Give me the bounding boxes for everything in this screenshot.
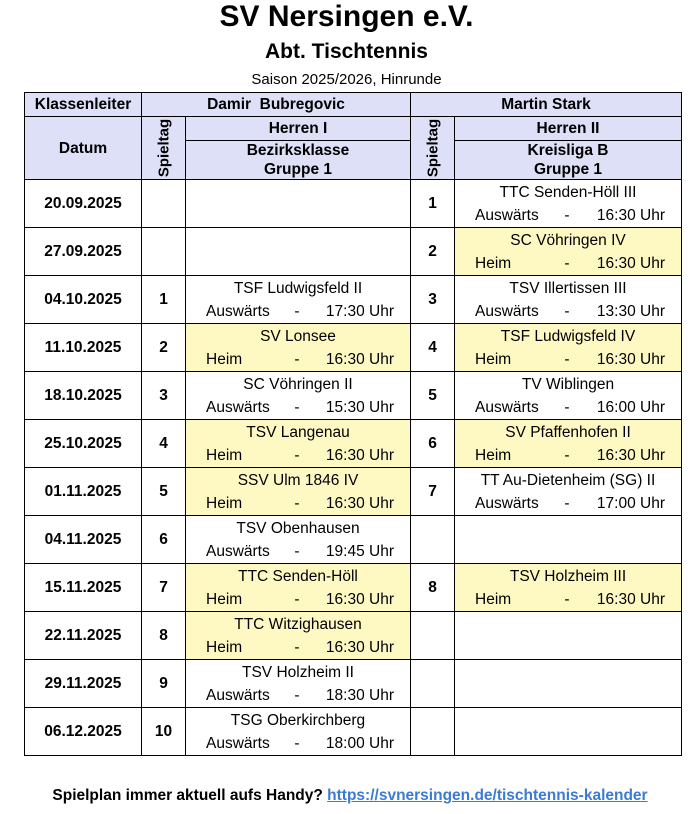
match-t2	[455, 564, 682, 612]
table-row	[25, 660, 682, 708]
opponent: TSV Obenhausen	[236, 519, 360, 537]
venue: Auswärts	[475, 494, 539, 512]
venue: Heim	[206, 590, 243, 608]
separator: -	[564, 206, 570, 224]
separator: -	[294, 590, 300, 608]
separator: -	[564, 398, 570, 416]
spieltag-t2: 3	[411, 276, 455, 324]
spieltag-t2: 6	[411, 420, 455, 468]
page-title: SV Nersingen e.V.	[219, 0, 474, 33]
match-t1	[186, 276, 411, 324]
match-time: 16:30 Uhr	[596, 590, 665, 608]
venue: Heim	[475, 590, 512, 608]
table-row	[25, 180, 682, 228]
separator: -	[564, 350, 570, 368]
spieltag-t2: 1	[411, 180, 455, 228]
match-t2	[455, 612, 682, 660]
venue: Heim	[206, 638, 243, 656]
match-t1	[186, 612, 411, 660]
separator: -	[294, 494, 300, 512]
match-date: 25.10.2025	[25, 420, 142, 468]
spieltag-t2: 8	[411, 564, 455, 612]
league-herren-2: Kreisliga B Gruppe 1	[455, 141, 682, 180]
match-t2	[455, 468, 682, 516]
opponent: SSV Ulm 1846 IV	[237, 471, 359, 489]
team-herren-1: Herren I	[186, 117, 411, 141]
match-date: 11.10.2025	[25, 324, 142, 372]
match-t1	[186, 420, 411, 468]
spieltag-t2: 5	[411, 372, 455, 420]
table-row	[25, 276, 682, 324]
venue: Auswärts	[206, 686, 270, 704]
spieltag-t1: 3	[142, 372, 186, 420]
opponent: SC Vöhringen IV	[510, 231, 626, 249]
datum-header: Datum	[25, 117, 142, 180]
table-row	[25, 516, 682, 564]
spieltag-t1: 2	[142, 324, 186, 372]
opponent: TTC Senden-Höll	[238, 567, 358, 585]
match-t2	[455, 372, 682, 420]
venue: Auswärts	[475, 302, 539, 320]
match-date: 29.11.2025	[25, 660, 142, 708]
opponent: TTC Senden-Höll III	[499, 183, 637, 201]
footer-text: Spielplan immer aktuell aufs Handy?	[52, 787, 323, 804]
opponent: TSG Oberkirchberg	[230, 711, 366, 729]
spieltag-t2	[411, 660, 455, 708]
team-herren-2: Herren II	[455, 117, 682, 141]
match-time: 16:30 Uhr	[325, 638, 394, 656]
opponent: TV Wiblingen	[521, 375, 615, 393]
venue: Auswärts	[206, 398, 270, 416]
leader-herren-2: Martin Stark	[411, 93, 682, 117]
spieltag-t1: 8	[142, 612, 186, 660]
separator: -	[564, 590, 570, 608]
match-time: 19:45 Uhr	[325, 542, 394, 560]
spieltag-t1	[142, 228, 186, 276]
match-t2	[455, 228, 682, 276]
match-time: 16:30 Uhr	[325, 350, 394, 368]
match-t1	[186, 516, 411, 564]
match-time: 15:30 Uhr	[325, 398, 394, 416]
season-label: Saison 2025/2026, Hinrunde	[251, 71, 442, 88]
separator: -	[294, 542, 300, 560]
league-herren-1: Bezirksklasse Gruppe 1	[186, 141, 411, 180]
venue: Auswärts	[206, 542, 270, 560]
calendar-link[interactable]: https://svnersingen.de/tischtennis-kalender	[327, 787, 648, 804]
match-date: 01.11.2025	[25, 468, 142, 516]
match-t1	[186, 372, 411, 420]
separator: -	[564, 446, 570, 464]
spieltag-t1: 7	[142, 564, 186, 612]
match-t1	[186, 468, 411, 516]
opponent: SV Lonsee	[260, 327, 336, 345]
opponent: TTC Witzighausen	[234, 615, 362, 633]
separator: -	[294, 350, 300, 368]
separator: -	[294, 734, 300, 752]
spieltag-t2	[411, 612, 455, 660]
venue: Auswärts	[206, 302, 270, 320]
spieltag-header-2: Spieltag	[411, 117, 455, 180]
match-time: 17:00 Uhr	[596, 494, 665, 512]
separator: -	[294, 446, 300, 464]
table-row	[25, 564, 682, 612]
separator: -	[564, 494, 570, 512]
spieltag-header-1: Spieltag	[142, 117, 186, 180]
spieltag-t2	[411, 516, 455, 564]
opponent: TT Au-Dietenheim (SG) II	[480, 471, 656, 489]
match-time: 16:00 Uhr	[596, 398, 665, 416]
klassenleiter-label: Klassenleiter	[25, 93, 142, 117]
separator: -	[294, 398, 300, 416]
opponent: TSV Holzheim III	[509, 567, 627, 585]
match-t2	[455, 708, 682, 756]
match-time: 16:30 Uhr	[325, 446, 394, 464]
table-row	[25, 228, 682, 276]
match-t1	[186, 228, 411, 276]
spieltag-t1: 4	[142, 420, 186, 468]
match-t2	[455, 516, 682, 564]
match-time: 16:30 Uhr	[325, 494, 394, 512]
spieltag-t1: 10	[142, 708, 186, 756]
venue: Auswärts	[475, 206, 539, 224]
match-time: 13:30 Uhr	[596, 302, 665, 320]
match-date: 04.10.2025	[25, 276, 142, 324]
match-date: 27.09.2025	[25, 228, 142, 276]
table-row	[25, 468, 682, 516]
venue: Heim	[475, 446, 512, 464]
match-date: 18.10.2025	[25, 372, 142, 420]
opponent: TSF Ludwigsfeld II	[233, 279, 363, 297]
match-t2	[455, 660, 682, 708]
match-date: 04.11.2025	[25, 516, 142, 564]
spieltag-t2: 2	[411, 228, 455, 276]
spieltag-t2	[411, 708, 455, 756]
match-t1	[186, 564, 411, 612]
leader-herren-1: Damir Bubregovic	[142, 93, 411, 117]
venue: Heim	[206, 350, 243, 368]
venue: Auswärts	[206, 734, 270, 752]
match-date: 06.12.2025	[25, 708, 142, 756]
opponent: TSV Langenau	[246, 423, 350, 441]
separator: -	[564, 254, 570, 272]
venue: Heim	[206, 446, 243, 464]
table-row	[25, 612, 682, 660]
venue: Auswärts	[475, 398, 539, 416]
venue: Heim	[206, 494, 243, 512]
opponent: SV Pfaffenhofen II	[505, 423, 631, 441]
schedule-table	[24, 92, 682, 756]
match-time: 16:30 Uhr	[596, 254, 665, 272]
separator: -	[294, 638, 300, 656]
match-t1	[186, 324, 411, 372]
opponent: TSV Holzheim II	[242, 663, 354, 681]
spieltag-t2: 7	[411, 468, 455, 516]
spieltag-t1: 9	[142, 660, 186, 708]
opponent: TSF Ludwigsfeld IV	[500, 327, 636, 345]
spieltag-t1: 1	[142, 276, 186, 324]
venue: Heim	[475, 350, 512, 368]
match-time: 16:30 Uhr	[596, 350, 665, 368]
match-t2	[455, 324, 682, 372]
match-time: 17:30 Uhr	[325, 302, 394, 320]
table-row	[25, 420, 682, 468]
spieltag-t1	[142, 180, 186, 228]
separator: -	[294, 302, 300, 320]
footer	[0, 787, 693, 805]
match-t2	[455, 420, 682, 468]
separator: -	[564, 302, 570, 320]
match-time: 16:30 Uhr	[325, 590, 394, 608]
spieltag-t2: 4	[411, 324, 455, 372]
table-row	[25, 324, 682, 372]
match-time: 16:30 Uhr	[596, 446, 665, 464]
opponent: TSV Illertissen III	[509, 279, 627, 297]
match-date: 15.11.2025	[25, 564, 142, 612]
match-t2	[455, 276, 682, 324]
venue: Heim	[475, 254, 512, 272]
match-date: 20.09.2025	[25, 180, 142, 228]
match-time: 18:30 Uhr	[325, 686, 394, 704]
spieltag-t1: 5	[142, 468, 186, 516]
match-date: 22.11.2025	[25, 612, 142, 660]
opponent: SC Vöhringen II	[243, 375, 353, 393]
table-row	[25, 708, 682, 756]
spieltag-t1: 6	[142, 516, 186, 564]
separator: -	[294, 686, 300, 704]
match-t1	[186, 180, 411, 228]
match-time: 18:00 Uhr	[325, 734, 394, 752]
match-t2	[455, 180, 682, 228]
match-t1	[186, 708, 411, 756]
table-row	[25, 372, 682, 420]
page-subtitle: Abt. Tischtennis	[265, 40, 428, 63]
match-time: 16:30 Uhr	[596, 206, 665, 224]
match-t1	[186, 660, 411, 708]
